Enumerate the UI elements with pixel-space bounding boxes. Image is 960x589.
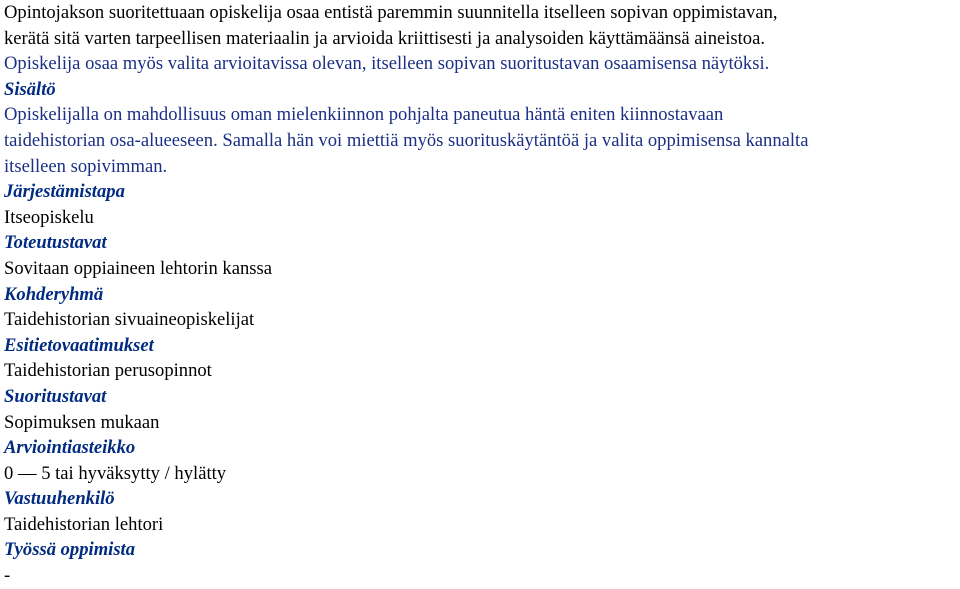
section-sisalto bbox=[4, 77, 960, 179]
section-tyossa-oppimista bbox=[4, 537, 960, 588]
section-text-line: taidehistorian osa-alueeseen. Samalla hän voi miettiä myös suorituskäytäntöä ja valita oppimisensa kannalta bbox=[4, 129, 809, 151]
section-text-line: Taidehistorian lehtori bbox=[4, 513, 164, 535]
section-heading: Kohderyhmä bbox=[4, 283, 104, 305]
section-heading: Toteutustavat bbox=[4, 232, 107, 254]
section-heading: Sisältö bbox=[4, 78, 56, 100]
intro-line: Opiskelija osaa myös valita arvioitavissa olevan, itselleen sopivan suoritustavan osaamisensa näytöksi. bbox=[4, 53, 770, 75]
section-text-line: Sovitaan oppiaineen lehtorin kanssa bbox=[4, 257, 272, 279]
section-text-line: Taidehistorian sivuaineopiskelijat bbox=[4, 309, 255, 331]
section-suoritustavat bbox=[4, 384, 960, 435]
section-heading: Arviointiasteikko bbox=[4, 437, 136, 459]
section-heading: Vastuuhenkilö bbox=[4, 488, 115, 510]
section-text-line: Taidehistorian perusopinnot bbox=[4, 360, 212, 382]
intro-line: kerätä sitä varten tarpeellisen materiaalin ja arvioida kriittisesti ja analysoiden käyttämäänsä aineistoa. bbox=[4, 27, 766, 49]
section-arviointiasteikko bbox=[4, 435, 960, 486]
section-heading: Työssä oppimista bbox=[4, 539, 136, 561]
intro-paragraph bbox=[4, 0, 960, 77]
section-heading: Suoritustavat bbox=[4, 385, 107, 407]
section-text-line: Itseopiskelu bbox=[4, 206, 94, 228]
section-text-line: Sopimuksen mukaan bbox=[4, 411, 160, 433]
section-text-line: - bbox=[4, 565, 11, 587]
section-text-line: itselleen sopivimman. bbox=[4, 155, 168, 177]
section-toteutustavat bbox=[4, 230, 960, 281]
section-esitietovaatimukset bbox=[4, 333, 960, 384]
section-kohderyhma bbox=[4, 282, 960, 333]
section-text-line: Opiskelijalla on mahdollisuus oman mielenkiinnon pohjalta paneutua häntä eniten kiinnostavaan bbox=[4, 104, 724, 126]
section-heading: Esitietovaatimukset bbox=[4, 334, 154, 356]
section-vastuuhenkilo bbox=[4, 486, 960, 537]
section-heading: Järjestämistapa bbox=[4, 181, 125, 203]
section-text-line: 0 — 5 tai hyväksytty / hylätty bbox=[4, 462, 227, 484]
intro-line: Opintojakson suoritettuaan opiskelija osaa entistä paremmin suunnitella itselleen sopivan oppimistavan, bbox=[4, 2, 778, 23]
section-jarjestamistapa bbox=[4, 179, 960, 230]
